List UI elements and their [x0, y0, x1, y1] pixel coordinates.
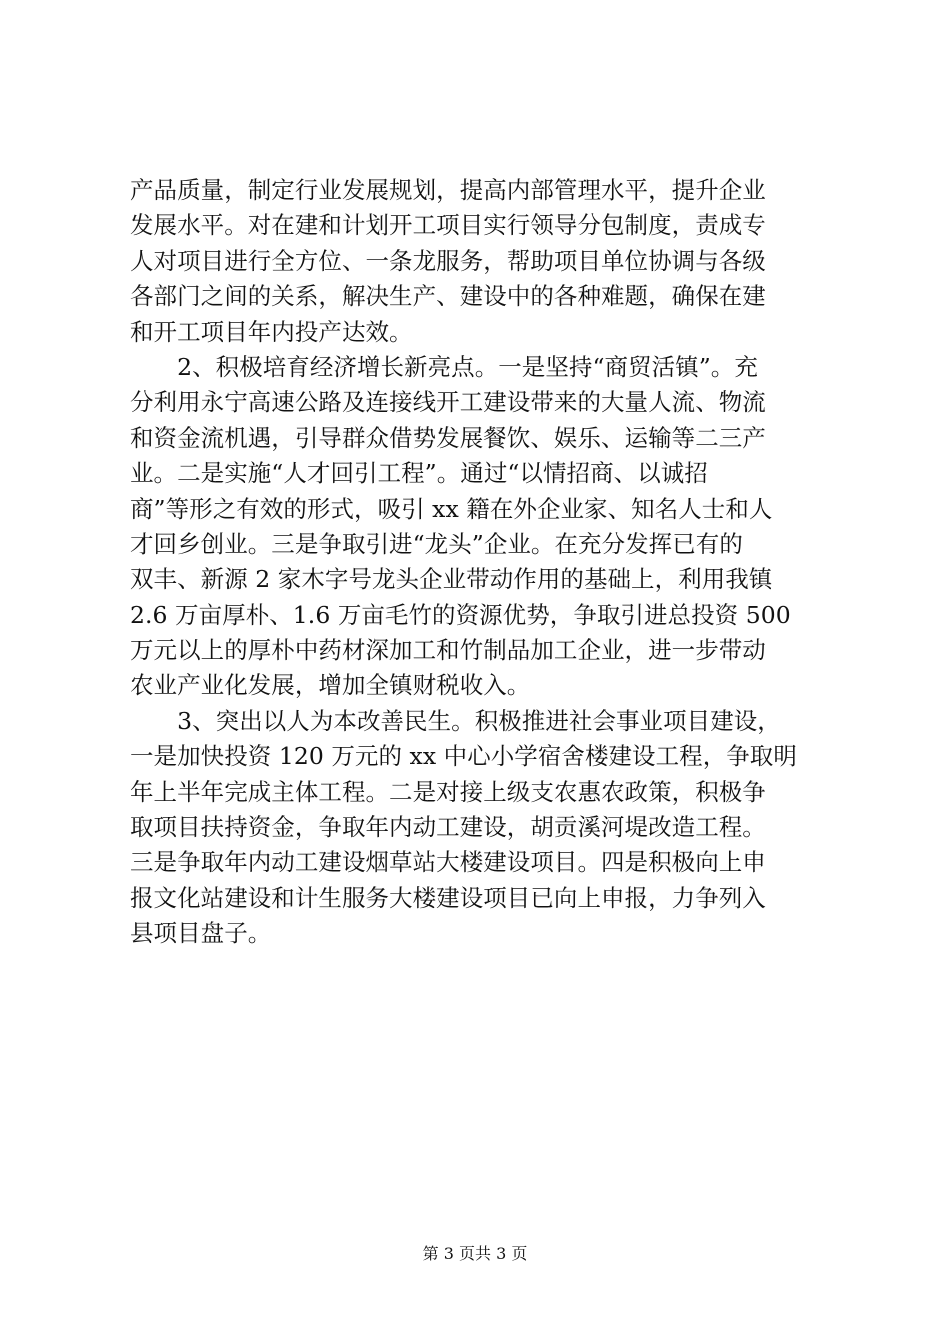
- page-footer: [0, 1242, 950, 1266]
- text-line-19: 取项目扶持资金，争取年内动工建设，胡贡溪河堤改造工程。: [130, 813, 766, 842]
- text-line-11: 才回乡创业。三是争取引进“龙头”企业。在充分发挥已有的: [130, 529, 743, 558]
- text-line-14: 万元以上的厚朴中药材深加工和竹制品加工企业，进一步带动: [130, 636, 766, 665]
- page-total: 共 3 页: [475, 1244, 528, 1263]
- text-line-10: 商”等形之有效的形式，吸引 xx 籍在外企业家、知名人士和人: [130, 494, 773, 523]
- text-line-16: 3、突出以人为本改善民生。积极推进社会事业项目建设，: [130, 706, 781, 735]
- text-line-18: 年上半年完成主体工程。二是对接上级支农惠农政策，积极争: [130, 777, 766, 806]
- text-line-7: 分利用永宁高速公路及连接线开工建设带来的大量人流、物流: [130, 388, 766, 417]
- text-line-5: 和开工项目年内投产达效。: [130, 317, 413, 346]
- text-line-22: 县项目盘子。: [130, 919, 272, 948]
- text-line-3: 人对项目进行全方位、一条龙服务，帮助项目单位协调与各级: [130, 246, 766, 275]
- text-line-2: 发展水平。对在建和计划开工项目实行领导分包制度，责成专: [130, 211, 766, 240]
- text-line-21: 报文化站建设和计生服务大楼建设项目已向上申报，力争列入: [130, 883, 766, 912]
- text-line-15: 农业产业化发展，增加全镇财税收入。: [130, 671, 531, 700]
- text-line-4: 各部门之间的关系，解决生产、建设中的各种难题，确保在建: [130, 282, 766, 311]
- text-line-6: 2、积极培育经济增长新亮点。一是坚持“商贸活镇”。充: [130, 352, 758, 381]
- text-line-12: 双丰、新源 2 家木字号龙头企业带动作用的基础上，利用我镇: [130, 565, 773, 594]
- text-line-13: 2.6 万亩厚朴、1.6 万亩毛竹的资源优势，争取引进总投资 500: [130, 600, 791, 629]
- text-line-8: 和资金流机遇，引导群众借势发展餐饮、娱乐、运输等二三产: [130, 423, 766, 452]
- text-line-17: 一是加快投资 120 万元的 xx 中心小学宿舍楼建设工程，争取明: [130, 742, 797, 771]
- text-line-20: 三是争取年内动工建设烟草站大楼建设项目。四是积极向上申: [130, 848, 766, 877]
- document-body: [130, 173, 830, 952]
- page-number: 第 3 页: [422, 1244, 475, 1263]
- text-line-1: 产品质量，制定行业发展规划，提高内部管理水平，提升企业: [130, 176, 766, 204]
- text-line-9: 业。二是实施“人才回引工程”。通过“以情招商、以诚招: [130, 459, 708, 488]
